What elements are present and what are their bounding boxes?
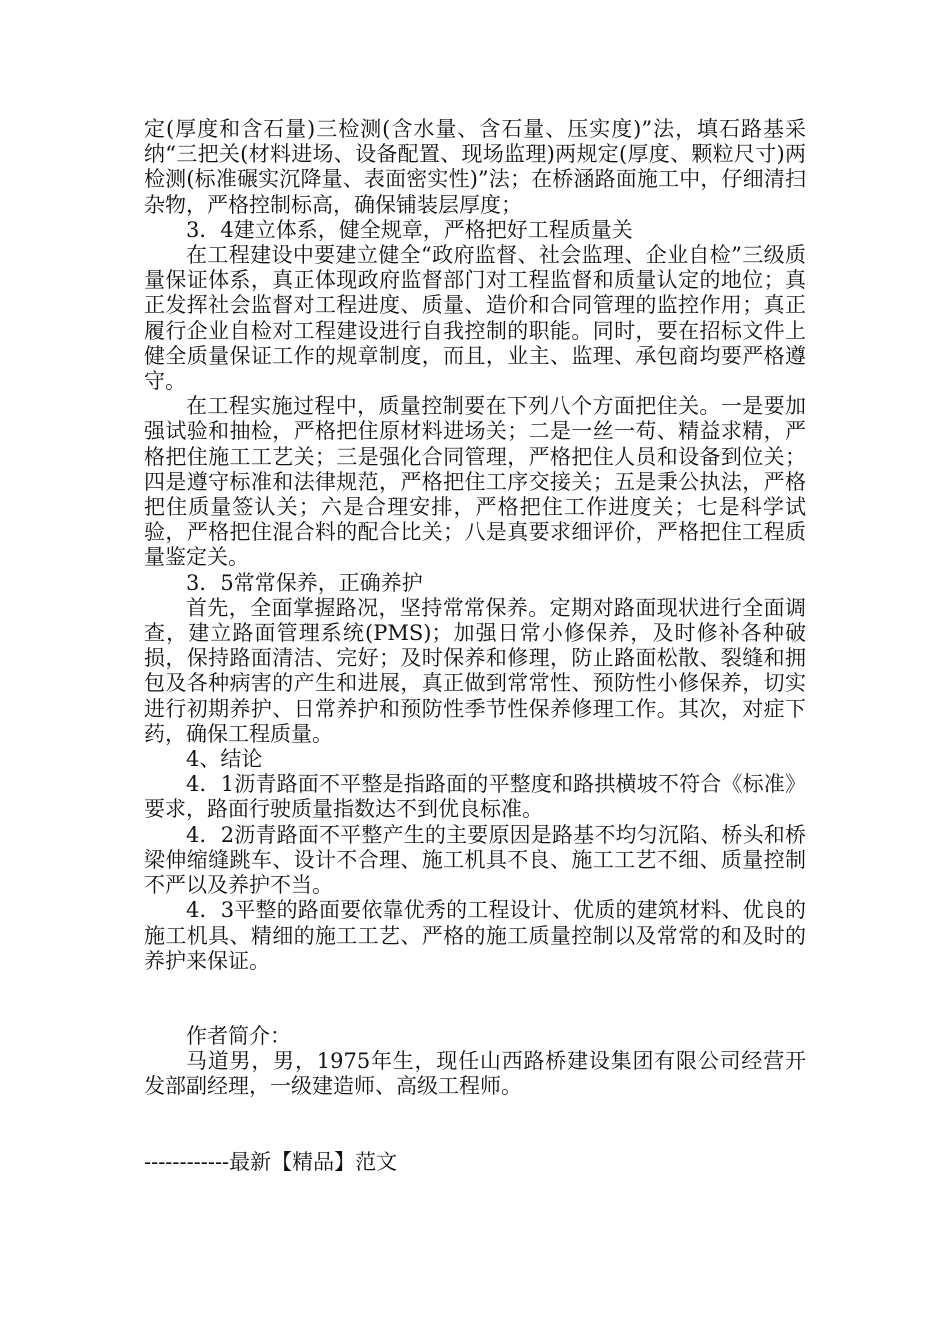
- body-paragraph: 在工程实施过程中，质量控制要在下列八个方面把住关。一是要加强试验和抽检，严格把住原材料进场关；二是一丝一苟、精益求精，严格把住施工工艺关；三是强化合同管理，严格把住人员和设备到位关；四是遵守标准和法律规范，严格把住工序交接关；五是秉公执法，严格把住质量签认关；六是合理安排，严格把住工作进度关；七是科学试验，严格把住混合料的配合比关；八是真要求细评价，严格把住工程质量鉴定关。: [144, 394, 806, 570]
- body-paragraph-continued: 定(厚度和含石量)三检测(含水量、含石量、压实度)”法，填石路基采纳“三把关(材料进场、设备配置、现场监理)两规定(厚度、颗粒尺寸)两检测(标准碾实沉降量、表面密实性)”法；在桥涵路面施工中，仔细清扫杂物，严格控制标高，确保铺装层厚度；: [144, 117, 806, 217]
- body-paragraph: 在工程建设中要建立健全“政府监督、社会监理、企业自检”三级质量保证体系，真正体现政府监督部门对工程监督和质量认定的地位；真正发挥社会监督对工程进度、质量、造价和合同管理的监控作用；真正履行企业自检对工程建设进行自我控制的职能。同时，要在招标文件上健全质量保证工作的规章制度，而且，业主、监理、承包商均要严格遵守。: [144, 243, 806, 394]
- section-heading-3-5: 3．5常常保养，正确养护: [186, 570, 423, 595]
- spacer: [144, 974, 806, 1024]
- spacer: [144, 1100, 806, 1150]
- conclusion-item: 4．2沥青路面不平整产生的主要原因是路基不均匀沉陷、桥头和桥梁伸缩缝跳车、设计不合理、施工机具不良、施工工艺不细、质量控制不严以及养护不当。: [144, 822, 806, 898]
- conclusion-item: 4．1沥青路面不平整是指路面的平整度和路拱横坡不符合《标准》要求，路面行驶质量指数达不到优良标准。: [144, 772, 806, 822]
- author-bio: 马道男，男，1975年生，现任山西路桥建设集团有限公司经营开发部副经理，一级建造师、高级工程师。: [144, 1049, 806, 1099]
- footer-text: ------------最新【精品】范文: [144, 1149, 398, 1174]
- conclusion-item: 4．3平整的路面要依靠优秀的工程设计、优质的建筑材料、优良的施工机具、精细的施工工艺、严格的施工质量控制以及常常的和及时的养护来保证。: [144, 898, 806, 973]
- author-heading: 作者简介：: [186, 1023, 291, 1048]
- section-heading-3-4: 3．4建立体系，健全规章，严格把好工程质量关: [186, 217, 633, 242]
- section-heading-conclusion: 4、结论: [186, 747, 263, 772]
- body-paragraph: 首先，全面掌握路况，坚持常常保养。定期对路面现状进行全面调查，建立路面管理系统(PMS)；加强日常小修保养，及时修补各种破损，保持路面清洁、完好；及时保养和修理，防止路面松散、裂缝和拥包及各种病害的产生和进展，真正做到常常性、预防性小修保养，切实进行初期养护、日常养护和预防性季节性保养修理工作。其次，对症下药，确保工程质量。: [144, 595, 806, 746]
